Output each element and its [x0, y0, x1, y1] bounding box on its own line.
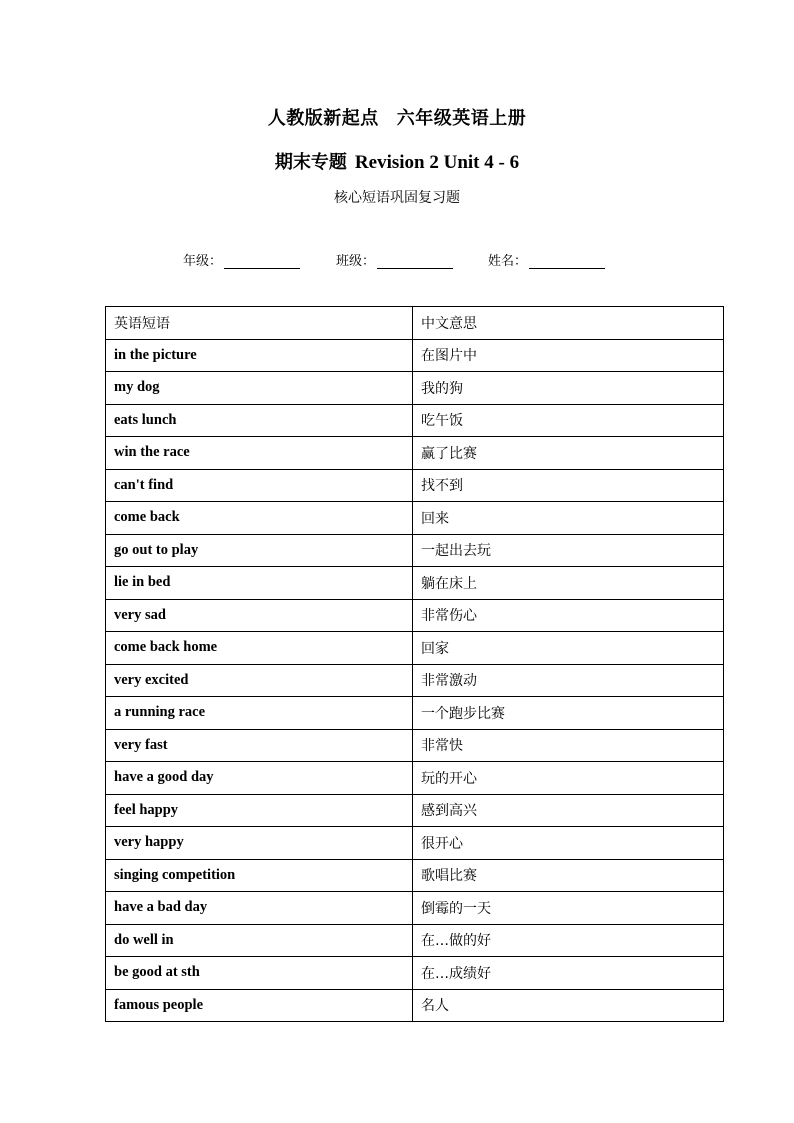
english-phrase: win the race [106, 437, 413, 470]
name-label: 姓名： [488, 254, 528, 269]
english-phrase: feel happy [106, 794, 413, 827]
english-phrase: very excited [106, 664, 413, 697]
chinese-meaning: 找不到 [413, 469, 724, 502]
grade-field [183, 250, 300, 269]
english-phrase: come back home [106, 632, 413, 665]
table-row [106, 599, 724, 632]
chinese-meaning: 在图片中 [413, 339, 724, 372]
phrase-table [105, 306, 724, 1022]
table-row [106, 339, 724, 372]
english-phrase: do well in [106, 924, 413, 957]
grade-blank[interactable] [224, 254, 300, 269]
chinese-meaning: 很开心 [413, 827, 724, 860]
table-row [106, 859, 724, 892]
english-phrase: in the picture [106, 339, 413, 372]
table-row [106, 794, 724, 827]
grade-label: 年级： [183, 254, 223, 269]
chinese-meaning: 一个跑步比赛 [413, 697, 724, 730]
chinese-meaning: 在…成绩好 [413, 957, 724, 990]
english-phrase: a running race [106, 697, 413, 730]
chinese-meaning: 在…做的好 [413, 924, 724, 957]
header-chinese: 中文意思 [413, 307, 724, 340]
table-row [106, 372, 724, 405]
document-title [0, 104, 794, 130]
english-phrase: very sad [106, 599, 413, 632]
table-row [106, 697, 724, 730]
chinese-meaning: 感到高兴 [413, 794, 724, 827]
header-english: 英语短语 [106, 307, 413, 340]
class-field [336, 250, 453, 269]
table-row [106, 404, 724, 437]
table-row [106, 437, 724, 470]
chinese-meaning: 赢了比赛 [413, 437, 724, 470]
english-phrase: have a bad day [106, 892, 413, 925]
document-subtitle: 核心短语巩固复习题 [334, 190, 460, 206]
name-blank[interactable] [529, 254, 605, 269]
table-row [106, 567, 724, 600]
name-field [488, 250, 605, 269]
table-row [106, 469, 724, 502]
table-row [106, 762, 724, 795]
chinese-meaning: 一起出去玩 [413, 534, 724, 567]
chinese-meaning: 玩的开心 [413, 762, 724, 795]
chinese-meaning: 倒霉的一天 [413, 892, 724, 925]
english-phrase: singing competition [106, 859, 413, 892]
table-row [106, 729, 724, 762]
class-label: 班级： [336, 254, 376, 269]
document-subtitle-main [0, 148, 794, 174]
english-phrase: very fast [106, 729, 413, 762]
table-row [106, 924, 724, 957]
table-row [106, 502, 724, 535]
chinese-meaning: 我的狗 [413, 372, 724, 405]
chinese-meaning: 歌唱比赛 [413, 859, 724, 892]
table-row [106, 664, 724, 697]
title2-zh: 期末专题 [274, 152, 347, 173]
english-phrase: famous people [106, 989, 413, 1022]
english-phrase: be good at sth [106, 957, 413, 990]
chinese-meaning: 非常伤心 [413, 599, 724, 632]
english-phrase: go out to play [106, 534, 413, 567]
english-phrase: can't find [106, 469, 413, 502]
chinese-meaning: 吃午饭 [413, 404, 724, 437]
title-grade-book: 六年级英语上册 [396, 108, 527, 129]
english-phrase: lie in bed [106, 567, 413, 600]
chinese-meaning: 非常激动 [413, 664, 724, 697]
table-row [106, 632, 724, 665]
chinese-meaning: 名人 [413, 989, 724, 1022]
student-info-row [183, 250, 605, 269]
english-phrase: very happy [106, 827, 413, 860]
table-row [106, 534, 724, 567]
table-row [106, 827, 724, 860]
table-header-row [106, 307, 724, 340]
title2-en: Revision 2 Unit 4 - 6 [354, 152, 520, 173]
english-phrase: eats lunch [106, 404, 413, 437]
chinese-meaning: 躺在床上 [413, 567, 724, 600]
table-row [106, 989, 724, 1022]
table-row [106, 957, 724, 990]
chinese-meaning: 回来 [413, 502, 724, 535]
table-row [106, 892, 724, 925]
title-publisher: 人教版新起点 [267, 108, 379, 129]
english-phrase: have a good day [106, 762, 413, 795]
chinese-meaning: 回家 [413, 632, 724, 665]
chinese-meaning: 非常快 [413, 729, 724, 762]
class-blank[interactable] [377, 254, 453, 269]
english-phrase: my dog [106, 372, 413, 405]
english-phrase: come back [106, 502, 413, 535]
